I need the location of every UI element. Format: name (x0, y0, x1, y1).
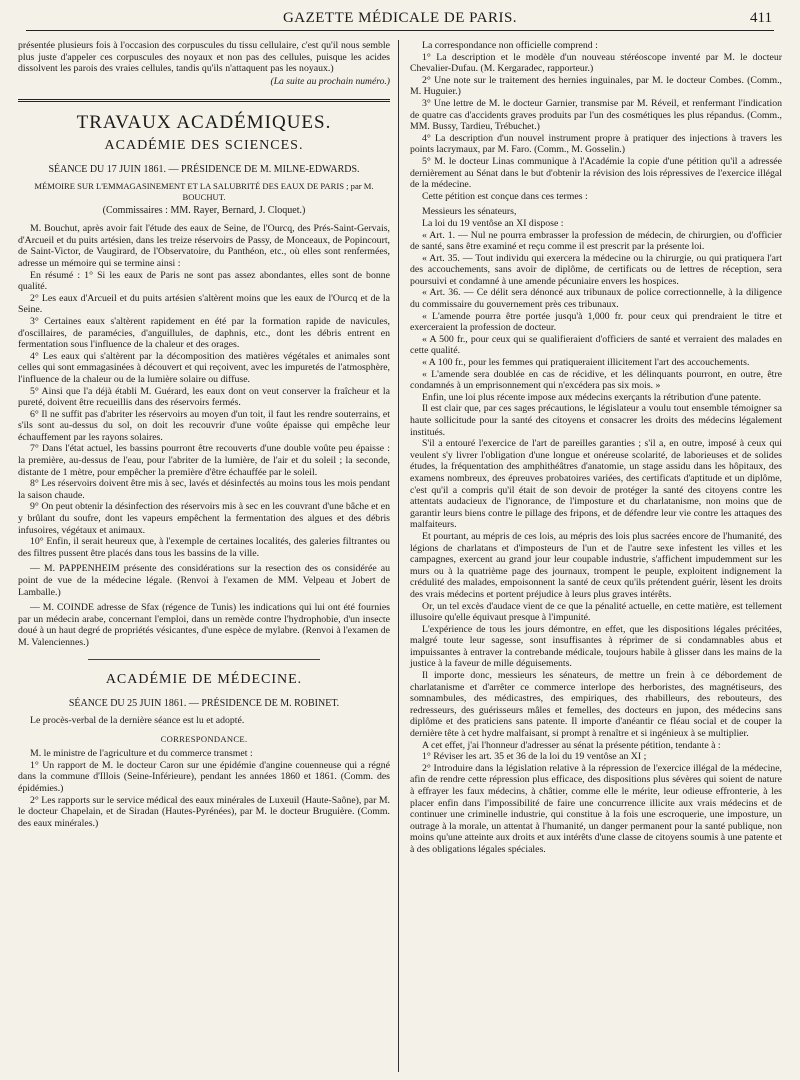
body-paragraph: « A 500 fr., pour ceux qui se qualifieraient d'officiers de santé et verraient des malades en cette qualité. (410, 333, 782, 357)
continued-note: (La suite au prochain numéro.) (270, 75, 390, 87)
body-paragraph: « A 100 fr., pour les femmes qui pratiqueraient illicitement l'art des accouchements. (422, 357, 750, 369)
correspondance-heading: CORRESPONDANCE. (160, 734, 248, 745)
body-paragraph: — M. PAPPENHEIM présente des considérations sur la resection des os considérée au point de vue de la médecine légale. (Renvoi à l'examen de MM. Velpeau et Jobert de Lamballe.) (18, 563, 390, 598)
body-paragraph: « Art. 1. — Nul ne pourra embrasser la profession de médecin, de chirurgien, ou d'officier de santé, sans être examiné et reçu comme il est prescrit par la présente loi. (410, 229, 782, 253)
body-paragraph: M. le ministre de l'agriculture et du commerce transmet : (30, 748, 253, 760)
column-divider (398, 40, 399, 1072)
body-paragraph: 2° Une note sur le traitement des hernies inguinales, par M. le docteur Combes. (Comm., M. Huguier.) (410, 74, 782, 98)
body-paragraph: 1° La description et le modèle d'un nouveau stéréoscope inventé par M. le docteur Chevalier-Dufau. (M. Kergaradec, rapporteur.) (410, 51, 782, 75)
body-paragraph: La correspondance non officielle comprend : (422, 40, 598, 51)
double-rule (18, 99, 390, 102)
body-paragraph: 2° Les eaux d'Arcueil et du puits artésien s'altèrent moins que les eaux de l'Ourcq et de la Seine. (18, 292, 390, 316)
body-paragraph: Il est clair que, par ces sages précautions, le législateur a voulu tout ensemble témoigner sa haute sollicitude pour la santé des citoyens et consacrer les droits des médecins légalement institués. (410, 403, 782, 438)
body-paragraph: 1° Un rapport de M. le docteur Caron sur une épidémie d'angine couenneuse qui a régné dans la commune d'Illois (Seine-Inférieure), pendant les années 1860 et 1861. (Comm. des épidémies.) (18, 759, 390, 794)
body-paragraph: 3° Certaines eaux s'altèrent rapidement en été par la formation rapide de navicules, d'oscillaires, de paramécies, d'anguillules, de daphnis, etc., dont les débris entrent en fermentation sous l'influence de la chaleur et des orages. (18, 315, 390, 351)
body-paragraph: 2° Les rapports sur le service médical des eaux minérales de Luxeuil (Haute-Saône), par M. le docteur Chapelain, et de Siradan (Hautes-Pyrénées), par M. le docteur Bruguière. (Comm. des eaux minérales.) (18, 794, 390, 829)
body-paragraph: « L'amende sera doublée en cas de récidive, et les délinquants pourront, en outre, être condamnés à un emprisonnement qui n'excédera pas six mois. » (410, 368, 782, 392)
body-paragraph: Et pourtant, au mépris de ces lois, au mépris des lois plus sacrées encore de l'humanité, des légions de charlatans et d'imposteurs de l'un et de l'autre sexe infestent les villes et les campagnes, exercent au grand jour leur coupable industrie, s'affichent impudemment sur les murs ou à la quatrième page des journaux, trompent le peuple, exploitent indignement la crédulité des malades, empoisonnent la santé de ceux qu'ils prétendent guérir, lèsent les droits des vrais médecins et portent préjudice à leurs plus graves intérêts. (410, 530, 782, 600)
proces-verbal: Le procès-verbal de la dernière séance est lu et adopté. (30, 714, 245, 726)
running-head: GAZETTE MÉDICALE DE PARIS. (282, 10, 518, 26)
body-paragraph: En résumé : 1° Si les eaux de Paris ne sont pas assez abondantes, elles sont de bonne qualité. (18, 269, 390, 293)
body-paragraph: Cette pétition est conçue dans ces termes : (422, 190, 588, 202)
body-paragraph: Messieurs les sénateurs, (422, 206, 517, 218)
body-paragraph: « Art. 36. — Ce délit sera dénoncé aux tribunaux de police correctionnelle, à la diligence du commissaire du gouvernement près ces tribunaux. (410, 287, 782, 311)
body-paragraph: 6° Il ne suffit pas d'abriter les réservoirs au moyen d'un toit, il faut les rendre souterrains, et s'ils sont au-dessus du sol, on doit les recouvrir d'une voûte épaisse qui empêche leur échauffement par les rayons solaires. (18, 408, 390, 443)
seance-heading: SÉANCE DU 25 JUIN 1861. — PRÉSIDENCE DE M. ROBINET. (68, 697, 340, 709)
body-paragraph: Or, un tel excès d'audace vient de ce que la pénalité actuelle, en cette matière, est tellement illusoire qu'elle équivaut presque à l'impunité. (410, 600, 782, 624)
body-paragraph: M. Bouchut, après avoir fait l'étude des eaux de Seine, de l'Ourcq, des Prés-Saint-Gervais, d'Arcueil et du puits artésien, dans les treize réservoirs de Passy, de Monceaux, de Popincourt, de Saint-Victor, de Vaugirard, de l'Observatoire, du Panthéon, etc., où elles sont renfermées, adresse un mémoire qui se termine ainsi : (18, 223, 390, 269)
memoir-title: MÉMOIRE SUR L'EMMAGASINEMENT ET LA SALUBRITÉ DES EAUX DE PARIS ; par M. BOUCHUT. (34, 181, 374, 203)
body-paragraph: 4° La description d'un nouvel instrument propre à pratiquer des injections à travers les points lacrymaux, par M. Faro. (Comm., M. Gosselin.) (410, 132, 782, 156)
body-paragraph: Enfin, une loi plus récente impose aux médecins exerçants la rétribution d'une patente. (422, 391, 762, 403)
academy-sciences-heading: ACADÉMIE DES SCIENCES. (104, 138, 304, 154)
body-paragraph: 9° On peut obtenir la désinfection des réservoirs mis à sec en les couvrant d'une bâche et en y brûlant du soufre, dont les vapeurs empêchent la fermentation des algues et des débris infusoires, végétaux et animaux. (18, 501, 390, 536)
body-paragraph: 2° Introduire dans la législation relative à la répression de l'exercice illégal de la médecine, afin de rendre cette répression plus efficace, des dispositions plus sévères qui soient de nature à effrayer les faux médecins, à châtier, comme elle le mérite, leur odieuse effronterie, à les placer enfin dans l'impossibilité de faire une concurrence illicite aux vrais médecins et de continuer une criminelle industrie, qui constitue à la fois une escroquerie, une imposture, un outrage à la morale, un attentat à l'humanité, un danger permanent pour la santé publique, non moins qu'une atteinte aux droits et aux intérêts d'une classe de citoyens soumis à une patente et à des obligations légales spéciales. (410, 762, 782, 855)
body-paragraph: 3° Une lettre de M. le docteur Garnier, transmise par M. Réveil, et renfermant l'indication de quatre cas d'accidents graves produits par l'un des cosmétiques les plus répandus. (Comm., MM. Bussy, Tardieu, Trébuchet.) (410, 97, 782, 133)
body-paragraph: 5° M. le docteur Linas communique à l'Académie la copie d'une pétition qu'il a adressée dernièrement au Sénat dans le but d'obtenir la révision des lois répressives de l'exercice illégal de la médecine. (410, 155, 782, 191)
body-paragraph: A cet effet, j'ai l'honneur d'adresser au sénat la présente pétition, tendante à : (422, 739, 721, 751)
body-paragraph: 10° Enfin, il serait heureux que, à l'exemple de certaines localités, des galeries filtrantes ou des filtres pussent être placés dans tous les bassins de la ville. (18, 536, 390, 559)
body-paragraph: S'il a entouré l'exercice de l'art de pareilles garanties ; s'il a, en outre, imposé à ceux qui veulent s'y livrer l'obligation d'une longue et onéreuse scolarité, de laborieuses et de solides études, la fréquentation des amphithéâtres d'anatomie, un stage assidu dans les hôpitaux, des examens nombreux, des épreuves probatoires variées, des certificats d'aptitude et un diplôme, c'est qu'il a compris qu'il était de son devoir de protéger la santé des citoyens contre les attentats audacieux de l'ignorance, de l'imposture et du charlatanisme, non moins que de garantir leurs biens contre le pillage des fripons, et de défendre leur vie contre les attaques des malfaiteurs. (410, 438, 782, 531)
body-paragraph: 1° Réviser les art. 35 et 36 de la loi du 19 ventôse an XI ; (422, 751, 647, 763)
section-title: TRAVAUX ACADÉMIQUES. (76, 112, 332, 134)
body-paragraph: 8° Les réservoirs doivent être mis à sec, lavés et désinfectés au moins tous les mois pendant la saison chaude. (18, 478, 390, 501)
academy-medecine-heading: ACADÉMIE DE MÉDECINE. (105, 671, 303, 687)
section-rule (88, 659, 320, 660)
body-paragraph: « L'amende pourra être portée jusqu'à 1,000 fr. pour ceux qui prendraient le titre et exerceraient la profession de docteur. (410, 310, 782, 334)
body-paragraph: La loi du 19 ventôse an XI dispose : (422, 217, 564, 229)
body-paragraph: L'expérience de tous les jours démontre, en effet, que les dispositions légales précitées, malgré toute leur sagesse, sont insuffisantes à réprimer de si condamnables abus et impuissantes à entraver la contrebande médicale, toujours habile à glisser dans les mains de la justice à la faveur de mille déguisements. (410, 623, 782, 670)
seance-heading: SÉANCE DU 17 JUIN 1861. — PRÉSIDENCE DE M. MILNE-EDWARDS. (48, 164, 360, 176)
left-column (18, 40, 390, 1072)
body-paragraph: 4° Les eaux qui s'altèrent par la décomposition des matières végétales et animales sont celles qui sont emmagasinées à découvert et qui reçoivent, avec les impuretés de l'atmosphère, l'influence de la chaleur ou de la lumière solaire ou diffuse. (18, 350, 390, 385)
body-paragraph: 5° Ainsi que l'a déjà établi M. Guérard, les eaux dont on veut conserver la fraîcheur et la pureté, doivent être recueillis dans des réservoirs fermés. (18, 385, 390, 409)
body-paragraph: 7° Dans l'état actuel, les bassins pourront être recouverts d'une double voûte peu épaisse : la première, au-dessus de l'eau, pour l'abriter de la lumière, de l'air et du soleil ; la seconde, distante de 1 mètre, pour empêcher la première d'être échauffée par le soleil. (18, 443, 390, 478)
commissioners: (Commissaires : MM. Rayer, Bernard, J. Cloquet.) (102, 205, 306, 217)
page-number: 411 (750, 10, 772, 26)
intro-paragraph: présentée plusieurs fois à l'occasion des corpuscules du tissu cellulaire, c'est qu'il nous semble plus juste d'appeler ces corpuscules des noyaux et non pas des cellules, puisque les acides dissolvent les parois des vraies cellules, tandis qu'ils n'attaquent pas les noyaux.) (18, 40, 390, 75)
right-column (410, 40, 782, 1072)
body-paragraph: — M. COINDE adresse de Sfax (régence de Tunis) les indications qui lui ont été fournies par un médecin arabe, concernant l'emploi, dans un remède contre l'hydrophobie, d'un insecte doué à un haut degré de propriétés vésicantes, d'une espèce de mylabre. (Renvoi à l'examen de M. Valenciennes.) (18, 602, 390, 648)
body-paragraph: Il importe donc, messieurs les sénateurs, de mettre un frein à ce débordement de charlatanisme et d'arrêter ce commerce interlope des herboristes, des magnétiseurs, des somnambules, des médicastres, des empiriques, des rhabilleurs, des rebouteurs, des redresseurs, des guérisseurs mâles et femelles, des docteurs en jupon, des médecins sans diplôme et des praticiens sans patente. Il importe d'anéantir ce fléau social et de couper la dernière tête à cet hydre malfaisant, si prompt à renaître et si ingénieux à se multiplier. (410, 670, 782, 740)
page-header (26, 8, 774, 31)
body-paragraph: « Art. 35. — Tout individu qui exercera la médecine ou la chirurgie, ou qui pratiquera l'art des accouchements, sans avoir de diplôme, de certificats ou de lettres de réception, sera poursuivi et condamné à une amende pécuniaire envers les hospices. (410, 252, 782, 287)
